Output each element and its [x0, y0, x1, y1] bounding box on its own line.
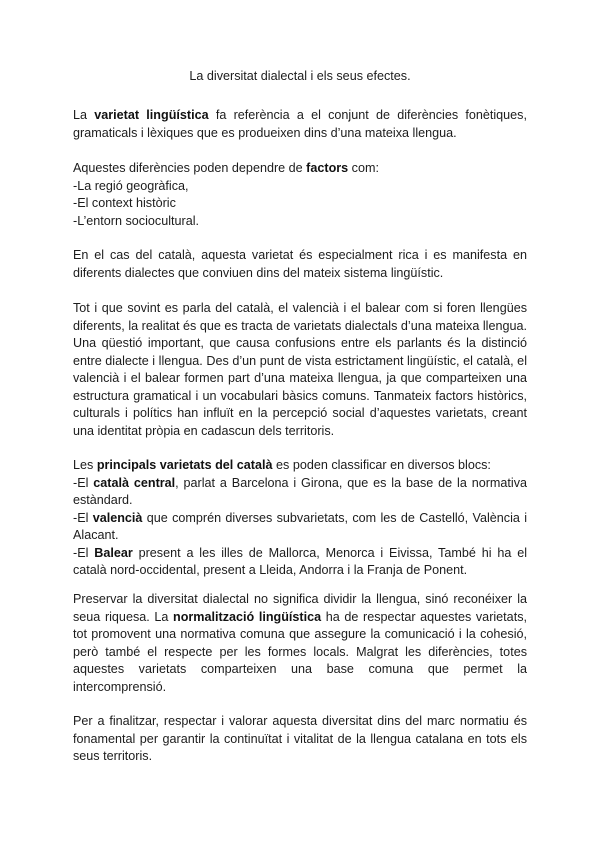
factors-intro	[73, 160, 527, 178]
varieties-intro	[73, 457, 527, 475]
paragraph-conclusion: Per a finalitzar, respectar i valorar aquesta diversitat dins del marc normatiu és fonamental per garantir la continuïtat i vitalitat de la llengua catalana en tots els seus territoris.	[73, 714, 527, 763]
variety-item-valencian	[73, 510, 527, 545]
bold-term: varietat lingüística	[94, 108, 209, 122]
bold-term: normalització lingüística	[173, 609, 322, 624]
text: -El	[73, 510, 93, 525]
variety-item-central	[73, 475, 527, 510]
bold-term: factors	[306, 161, 349, 175]
bold-term: català central	[93, 475, 176, 490]
paragraph-main-varieties	[73, 457, 527, 580]
paragraph-catalan-case: En el cas del català, aquesta varietat és especialment rica i es manifesta en diferents dialectes que conviuen dins del mateix sistema lingüístic.	[73, 248, 527, 280]
bold-term: principals varietats del català	[96, 458, 273, 472]
text: es poden classificar en diversos blocs:	[272, 458, 491, 472]
paragraph-normalization	[73, 591, 527, 696]
paragraph-factors	[73, 160, 527, 230]
list-item: -El context històric	[73, 196, 176, 210]
text: present a les illes de Mallorca, Menorca i Eivissa, També hi ha el català nord-occidental, present a Lleida, Andorra i la Franja de Ponent.	[73, 545, 528, 577]
text: -El	[73, 545, 95, 560]
text: com:	[348, 161, 379, 175]
text: ha de respectar aquestes varietats, tot promovent una normativa comuna que assegure la comunicació i la cohesió, però també el respecte per les formes locals. Malgrat les diferències, totes aquestes varietats comparteixen una base comuna que permet la intercomprensió.	[73, 609, 527, 694]
paragraph-dialects: Tot i que sovint es parla del català, el valencià i el balear com si foren llengües diferents, la realitat és que es tracta de varietats dialectals d’una mateixa llengua. Una qüestió important, que causa confusions entre els parlants és la distinció entre dialecte i llengua. Des d’un punt de vista estrictament lingüístic, el català, el valencià i el balear formen part d’una mateixa llengua, ja que comparteixen una estructura gramatical i un vocabulari bàsics comuns. Tanmateix factors històrics, culturals i polítics han influït en la percepció social d’aquestes varietats, creant una identitat pròpia en cadascun dels territoris.	[73, 301, 527, 438]
text: Les	[73, 458, 97, 472]
text: Aquestes diferències poden dependre de	[73, 161, 307, 175]
document-title: La diversitat dialectal i els seus efectes.	[189, 69, 411, 83]
text: , parlat a Barcelona i Girona, que es la base de la normativa estàndard.	[73, 475, 528, 507]
paragraph-variety	[73, 107, 527, 142]
variety-item-balearic	[73, 545, 527, 580]
text: -El	[73, 475, 94, 490]
list-item: -La regió geogràfica,	[73, 178, 189, 193]
text: La	[73, 108, 95, 122]
list-item: -L’entorn sociocultural.	[73, 213, 200, 228]
text: que comprén diverses subvarietats, com les de Castelló, València i Alacant.	[73, 510, 527, 542]
bold-term: valencià	[92, 510, 143, 525]
text: fa referència a el conjunt de diferències fonètiques, gramaticals i lèxiques que es produeixen dins d’una mateixa llengua.	[73, 108, 527, 140]
text: Preservar la diversitat dialectal no significa dividir la llengua, sinó reconéixer la seua riquesa. La	[73, 592, 527, 624]
bold-term: Balear	[94, 545, 133, 560]
